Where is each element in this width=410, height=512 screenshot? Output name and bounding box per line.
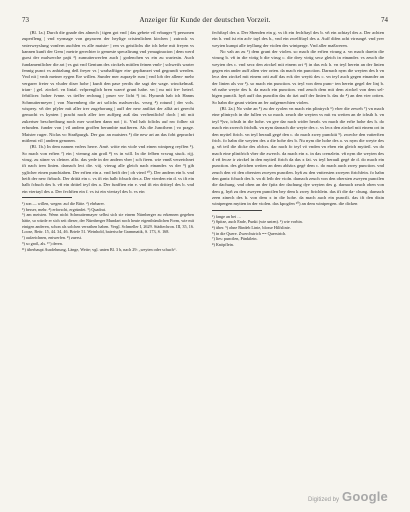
footnote-divider: [212, 210, 262, 211]
page-number-left: 73: [22, 16, 29, 24]
footnote: ¹¹) überhaupt Ausdehnung, Länge, Weite; vgl. unten Bl. 3 b, nach 29: „weyten oder schuch“.: [22, 246, 177, 252]
footnote: ³) besser, mehr. ⁴) erforscht, ergründet. ⁵) Quadrat.: [22, 206, 106, 212]
footnote-divider: [22, 197, 72, 198]
page-number-right: 74: [381, 16, 388, 24]
footnote: ⁷) aufzeichnen, entwerfen. ⁸) zuerst.: [22, 235, 83, 241]
left-footnotes: [22, 201, 194, 252]
page-header: [22, 14, 388, 26]
left-column: [22, 30, 194, 252]
right-paragraph-2: No vah an zu ¹) dem grunt der violen. so mach die erften virung a. vn mach darein die virung b. vñ in die virüg b die virug c. die drey virüg secz gleich in einander. vs zeuch die weyten des c. vnd secz den zirckel mit einem ort ²) in das eck h. vn teyl herein an der linien gegen ein ander auff alien vier orten. da mach ein punction. Darnach nym die weyten des h vn lecz den zirckel mit einem ortt auff das eck der weytü des c. vn teyl auch gegen einander an der linien als vor ³). so mach ein punction. vs teyl von dem punc- ten herein gegel der linj b. vñ nahe weyte des b. da mach ein punction. vnd zeuch dem mit dem zirckel von dem sel- bigen punctli. hyñ auff das punctlin das do itzt auff der linien b. das do ⁴) an den vier ortten. So habn die grunt virüen an fer aufgemechten violen.: [212, 49, 384, 105]
footnote: ⁹) so groß, als. ¹⁰) deren.: [22, 240, 63, 246]
footnote: ⁶) in die Quere. Zwerchstrich == Querstrich.: [212, 230, 287, 236]
footnote: ¹) fange an bei …: [212, 213, 242, 219]
right-paragraph-1: fechftayl des a. Der Sbenden ein g. vs ift ein fechftayl des b. vñ ein achtayl des a. Der achten ein h. vnd ist ein ach- tayl des b., vnd ein zwelfftayl des a. Auff difen acht virrungé. vnd yrer weyten kumpt alle teyllung der violen des wintperge. Vnd aller maßweren.: [212, 30, 384, 48]
google-watermark: [308, 489, 388, 504]
google-logo: Google: [342, 489, 388, 504]
right-column: [212, 30, 384, 248]
footnote: ²) Spitze, auch Ende, Punkt (wie unten). ³) wie vorhin.: [212, 219, 303, 225]
right-footnotes: [212, 214, 384, 248]
right-paragraph-3: (Bl. 2a.) No vahe an ⁵) zu der ryolen vn mach ein plintrych ⁶) vber die zeweh ⁷) vn mach eine plintrych in die fullen vs so mach. zeuch die weyten vs mit vu weiten an de ichsth h. vn teyl ⁸)vz, ichsth in die hohe. vn gee dar nach wider herab. vn mach die erfte hohe des h. do mach ein zwerch frichdk. vn nym darnach die weyte des c. vs lecz den zirckel mit einem ort in den myttel ftrich. vn teyl herauß gegé den c. do mach zwey puncktü ⁹). zweche den vatterften frich. fo habn die weyten des a die hohe des b. Nu nym die hohe des a. vs nym die weyte des g. vñ teil die dicke des obfcrs. dar nach fo teyl vö vnden vn eben ein gleich mytteil. vn do mach eine plintfrich vber die zwerch. da mach ein x. in das crenzlein. vñ nym die weyten des d vñ fecze ir zirckel in den mytteil ftrich da das x fat. vs teyl herauß gegé de d. do mach ein punction. des gleichen weiten an dem abhäcs gegé dem c. do mach auch zwey punction. vnd zeuch den vö den obersten zweyen punctlen. hyñ zu den vnttersten zweyen ftrichfein. fo habn den gantz fchuch des b. vn di leib der violn. darnach zeuch von den obersten zweyen punctlen die dachung. vnd oben an der fpitz der dachung dye weyten des g. darnach zeuch oben von dem g. hyñ zu den zweyen punctlen bey dem k zwey ftrichlein. das ift die da- chung. darnach zeen zinech des b. von dem x in die hohe. da mach auch ein punctli. das ift den disin wintpergen mytten in der violen. das kpogfen ¹⁰) an dem wintpergen. die dicken: [212, 106, 384, 207]
running-title: Anzeiger für Kunde der deutschen Vorzeit.: [139, 16, 271, 24]
footnote: ⁶) am meisten. Wenn nicht Schmuttermayer selbst sich sie einem Nürnberger zu erkennen gegeben hätte, so würde er sich seit dieser, der Nürnberger Mundart noch heute eigenthümlichen Form, wie mit einigen anderen, schon als solchen verrathen haben. Vergl. Schmeller I, 2629. Städtechron. III, 35, 16. Loose, Beitr. 15, 44. 34, 46. Briefe 51. Weinhold, baierische Grammatik, S. 173, S. 168.: [22, 212, 194, 235]
footnote: ⁷) lies: punctlen, Pünktlein.: [212, 236, 258, 242]
left-paragraph-2: (Bl. 1b.) In dem namen vnfers herre. Amë. witte ein viole vnd einen wintperg reyffen ⁶). So mach von erften ⁷) ein | vierung ain groß ⁸) vs in will. In die felben vrsvug stuck. rijj. virug. zu stiner vs cleiner. alfo. das yede in der andern vber | sch fteen. wie vnnß verzeichnet ift nach iren linien. darnach leci die. viij. vierug alle gleich nach einander. vs der ⁹) gib yglicher einen punchtaben. Der erften ein a. vnd heift der | ob vierd ¹⁰). Der andern ein b. vnd heift der new ftrbuch. Der drittä ein c. vs ift ein halb fcbuch des a. Der vierden ein d. vs ift ein halb fcbuch des b. vñ ein drittel teyl des a. Der funfften ein e. vnd ift ein dritteyl des b. vnd ein viertayl des a. Der fechften ein f. vs ist ein viertayl des b. vs ein: [22, 144, 194, 194]
footnote: ⁸) Knöpflein.: [212, 242, 234, 248]
left-paragraph-1: (Bl. 1a.) Durch die gnade des almech | tigen got vnd | das gebete vil vrbarger ¹) personen zuperfleng | vnd vyrmage von gnyawen der heylige cristenlichen kirchen | zutrock vs vnterweyslung vonfern auchlen vs alle maiste- | ren vs geistlichs die ich hebe mit freyen vs kannen kunft der Gem | metrie gerechter ir gemeste specalirung vnd yrmaginacion | dem werd gurst der malwerche pajü ²) zumutterwerfen auch | godenchen vs ein zu wartesin. Auch fundamentlicher die art | vs gut vnd Gentum des circkels mittlen feinen vmb- | schweifs warter fennig punct vs anhtzlung deß freyer vs | warhafftiger ein- gepftanzet vnd gegrundt werden. Vnd nit | vmb meiner eygen Ere willen. Sunder mer zuprayfe rum | vnd lob der allem- mehr vergarer freier vs vluder diser hohe | kunft den pase yerdis die sagt der wage. winckelmaß. trian- | gel. zirckel. vn linial. vrfprenglich bren waeré grunt habe. vn | nu mit fre- heterf. fehtilicer. hoher fvnne. vs tieffer rechnug | pruer vn- licht ³) ist. Hyrumb hab ich Hanns Schmuttermeyer | von Nuremberg die art solichs malwercks. vrsvg ⁴) rotund | der vols. wispery. vñ der pfyler mit aller irer zugehorung | auff der new antlitzt der alltä art gerecht gemacht vs kynten | pracht nach aller irer auffpeg auß das verftentlicht! doch | nit mit zukertser beschreibung noch mer worthen dann not | it. Vnd hab folichs auf nw folher sit erfunden. funder von | vil andern groffen berumbte maifteren. Als die Juncthern | vo prage. Maister ruger. Niclas vo Straßpurgk. Der gar. an maisters ⁵) die new art an das fobt geprachrt mitlenst vil | andern genonen.: [22, 30, 194, 143]
footnote: ⁴) über. ⁵) ohne Bindeb Linie, blosse Hilfslinie.: [212, 225, 291, 231]
watermark-prefix: Digitized by: [308, 497, 340, 503]
footnote: ¹) son — willen, wegen: auf die Bitte. ²) ehrbarer.: [22, 200, 105, 206]
